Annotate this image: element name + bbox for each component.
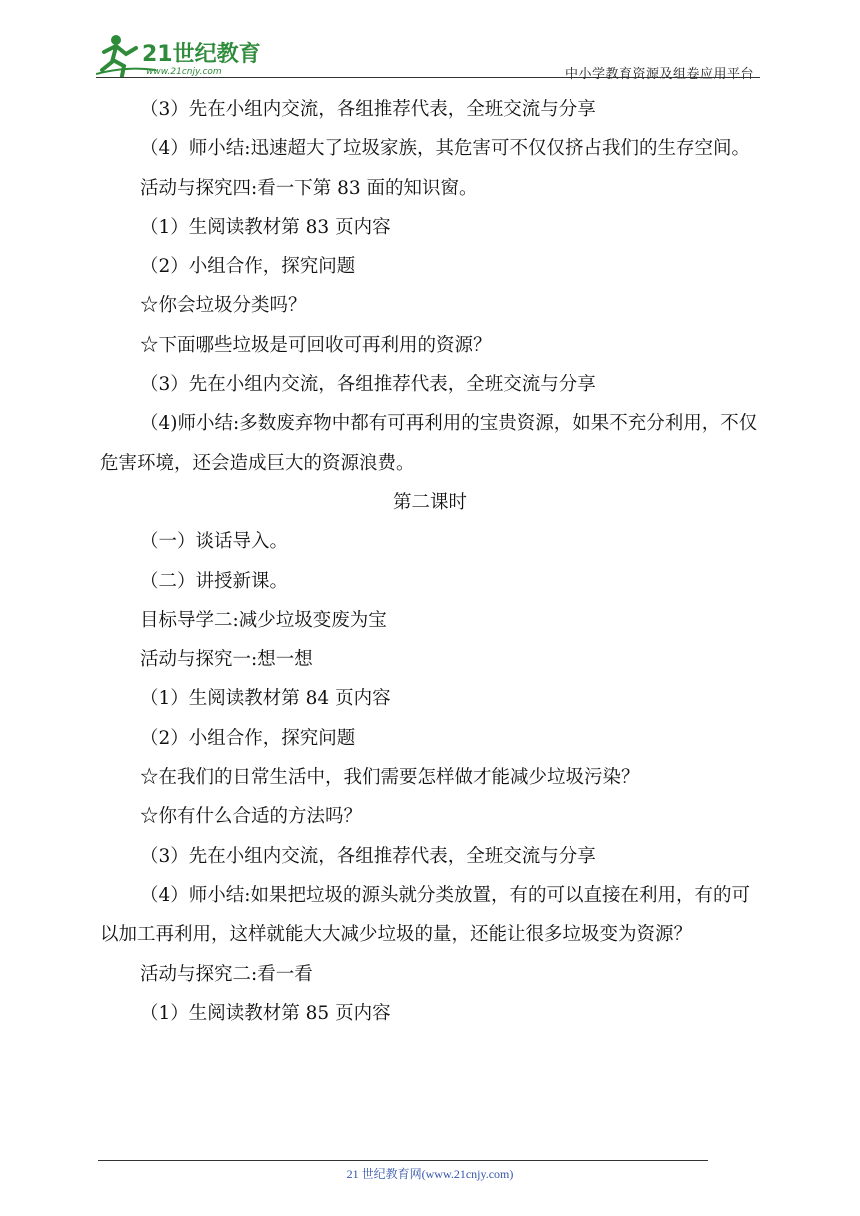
text-line: （3）先在小组内交流，各组推荐代表，全班交流与分享	[140, 374, 596, 396]
text-line: ☆下面哪些垃圾是可回收可再利用的资源？	[140, 334, 492, 356]
text-paragraph: （4）师小结:迅速超大了垃圾家族，其危害可不仅仅挤占我们的生存空间。	[140, 138, 751, 160]
text-line: ☆你有什么合适的方法吗？	[140, 806, 363, 828]
text-line: 目标导学二:减少垃圾变废为宝	[140, 609, 387, 631]
text-line: 活动与探究四:看一下第 83 面的知识窗。	[140, 177, 478, 199]
site-logo	[96, 30, 266, 78]
footer-divider	[98, 1160, 708, 1161]
text-line: ☆你会垃圾分类吗？	[140, 295, 307, 317]
text-paragraph: （4)师小结:多数废弃物中都有可再利用的宝贵资源，如果不充分利用，不仅危害环境，还会造成巨大的资源浪费。	[100, 413, 758, 474]
section-heading: 第二课时	[392, 491, 467, 513]
text-line: （2）小组合作，探究问题	[140, 256, 356, 278]
platform-title: 中小学教育资源及组卷应用平台	[564, 67, 754, 82]
header-divider	[96, 77, 760, 78]
text-line: （3）先在小组内交流，各组推荐代表，全班交流与分享	[140, 99, 596, 120]
runner-logo-icon	[96, 30, 266, 78]
logo-url: www.21cnjy.com	[146, 67, 222, 77]
page-header	[96, 30, 760, 82]
document-body	[100, 90, 760, 1033]
text-line: 活动与探究二:看一看	[140, 963, 313, 985]
text-line: （3）先在小组内交流，各组推荐代表，全班交流与分享	[140, 845, 596, 867]
text-line: （1）生阅读教材第 83 页内容	[140, 216, 391, 238]
text-line: ☆在我们的日常生活中，我们需要怎样做才能减少垃圾污染？	[140, 767, 640, 789]
text-line: （1）生阅读教材第 85 页内容	[140, 1002, 391, 1024]
text-paragraph: （4）师小结:如果把垃圾的源头就分类放置，有的可以直接在利用，有的可以加工再利用，这样就能大大减少垃圾的量，还能让很多垃圾变为资源？	[100, 884, 751, 946]
logo-text: 21世纪教育	[142, 42, 261, 67]
text-line: （一）谈话导入。	[140, 531, 289, 553]
text-line: （二）讲授新课。	[140, 570, 289, 592]
text-line: （2）小组合作，探究问题	[140, 727, 356, 749]
footer-link[interactable]: 21 世纪教育网(www.21cnjy.com)	[346, 1167, 514, 1181]
text-line: 活动与探究一:想一想	[140, 649, 313, 671]
text-line: （1）生阅读教材第 84 页内容	[140, 688, 391, 710]
